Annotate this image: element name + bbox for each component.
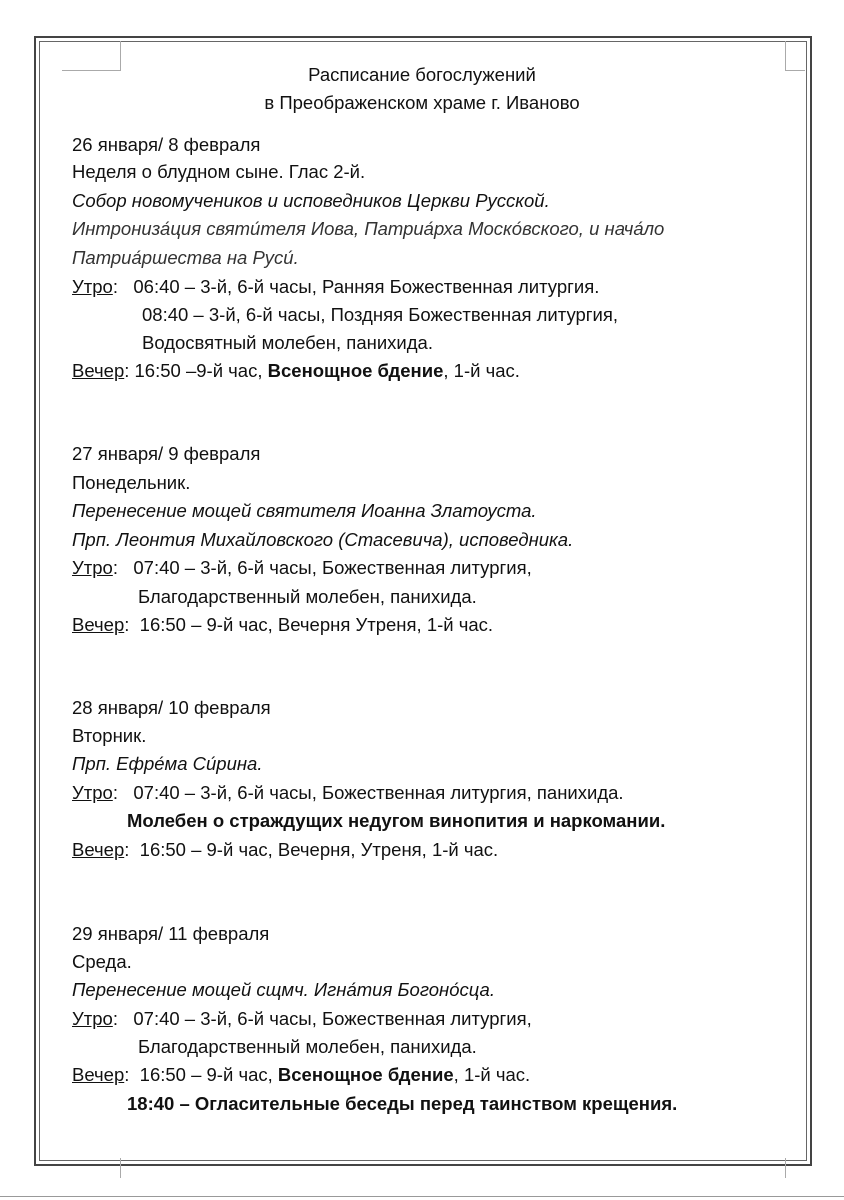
service-time: 07:40 – 3-й, 6-й часы, Божественная литургия, панихида. (133, 782, 624, 803)
page-subtitle: в Преображенском храме г. Иваново (264, 92, 580, 113)
morning-label: Утро (72, 1008, 113, 1029)
service-time: 16:50 – 9-й час, Вечерня Утреня, 1-й час. (139, 614, 494, 635)
day-feast: Собор новомучеников и исповедников Церкви Русской. (72, 190, 550, 211)
morning-label: Утро (72, 276, 113, 297)
page-edge-line (0, 1196, 844, 1197)
service-time: Благодарственный молебен, панихида. (138, 586, 477, 607)
evening-label: Вечер (72, 360, 125, 381)
day-feast: Перенесение мощей святителя Иоанна Златоуста. (72, 500, 537, 521)
day-feast: Перенесение мощей сщмч. Игна́тия Богоно́сца. (72, 979, 495, 1000)
morning-line: Утро: 07:40 – 3-й, 6-й часы, Божественная литургия, (72, 1008, 532, 1029)
morning-line: Утро: 06:40 – 3-й, 6-й часы, Ранняя Божественная литургия. (72, 276, 600, 297)
morning-label: Утро (72, 782, 113, 803)
day-date: 28 января/ 10 февраля (72, 697, 271, 718)
service-highlight: Молебен о страждущих недугом винопития и наркомании. (127, 810, 666, 831)
service-time: Благодарственный молебен, панихида. (138, 1036, 477, 1057)
service-time: 08:40 – 3-й, 6-й часы, Поздняя Божественная литургия, (142, 304, 619, 325)
service-time: , 1-й час. (443, 360, 520, 381)
day-weekday: Понедельник. (72, 472, 191, 493)
service-highlight: 18:40 – Огласительные беседы перед таинством крещения. (127, 1093, 678, 1114)
day-note: Интрониза́ция святи́теля Иова, Патриа́рха Моско́вского, и нача́ло (72, 218, 665, 239)
day-weekday: Вторник. (72, 725, 147, 746)
corner-mark (120, 1158, 121, 1178)
evening-label: Вечер (72, 614, 125, 635)
corner-mark (785, 1158, 786, 1178)
service-highlight: Всенощное бдение (267, 360, 444, 381)
service-time: 07:40 – 3-й, 6-й часы, Божественная литургия, (133, 557, 532, 578)
day-weekday: Неделя о блудном сыне. Глас 2-й. (72, 161, 366, 182)
service-time: Водосвятный молебен, панихида. (142, 332, 433, 353)
morning-line: Утро: 07:40 – 3-й, 6-й часы, Божественная литургия, панихида. (72, 782, 624, 803)
service-time: 16:50 – 9-й час, (139, 1064, 278, 1085)
service-time: 07:40 – 3-й, 6-й часы, Божественная литургия, (133, 1008, 532, 1029)
evening-label: Вечер (72, 839, 125, 860)
day-note: Патриа́ршества на Руси́. (72, 247, 299, 268)
day-date: 27 января/ 9 февраля (72, 443, 261, 464)
day-date: 26 января/ 8 февраля (72, 134, 261, 155)
evening-line: Вечер: 16:50 – 9-й час, Вечерня, Утреня, 1-й час. (72, 839, 499, 860)
service-time: , 1-й час. (453, 1064, 531, 1085)
service-time: 16:50 –9-й час, (134, 360, 268, 381)
evening-line: Вечер: 16:50 –9-й час, Всенощное бдение, 1-й час. (72, 360, 520, 381)
day-feast: Прп. Леонтия Михайловского (Стасевича), исповедника. (72, 529, 574, 550)
day-date: 29 января/ 11 февраля (72, 923, 270, 944)
day-feast: Прп. Ефре́ма Си́рина. (72, 753, 263, 774)
day-weekday: Среда. (72, 951, 132, 972)
page-title: Расписание богослужений (308, 64, 536, 85)
evening-label: Вечер (72, 1064, 125, 1085)
service-time: 06:40 – 3-й, 6-й часы, Ранняя Божественная литургия. (133, 276, 600, 297)
service-highlight: Всенощное бдение (277, 1064, 454, 1085)
morning-line: Утро: 07:40 – 3-й, 6-й часы, Божественная литургия, (72, 557, 532, 578)
evening-line: Вечер: 16:50 – 9-й час, Всенощное бдение, 1-й час. (72, 1064, 531, 1085)
morning-label: Утро (72, 557, 113, 578)
service-time: 16:50 – 9-й час, Вечерня, Утреня, 1-й час. (139, 839, 499, 860)
evening-line: Вечер: 16:50 – 9-й час, Вечерня Утреня, 1-й час. (72, 614, 494, 635)
